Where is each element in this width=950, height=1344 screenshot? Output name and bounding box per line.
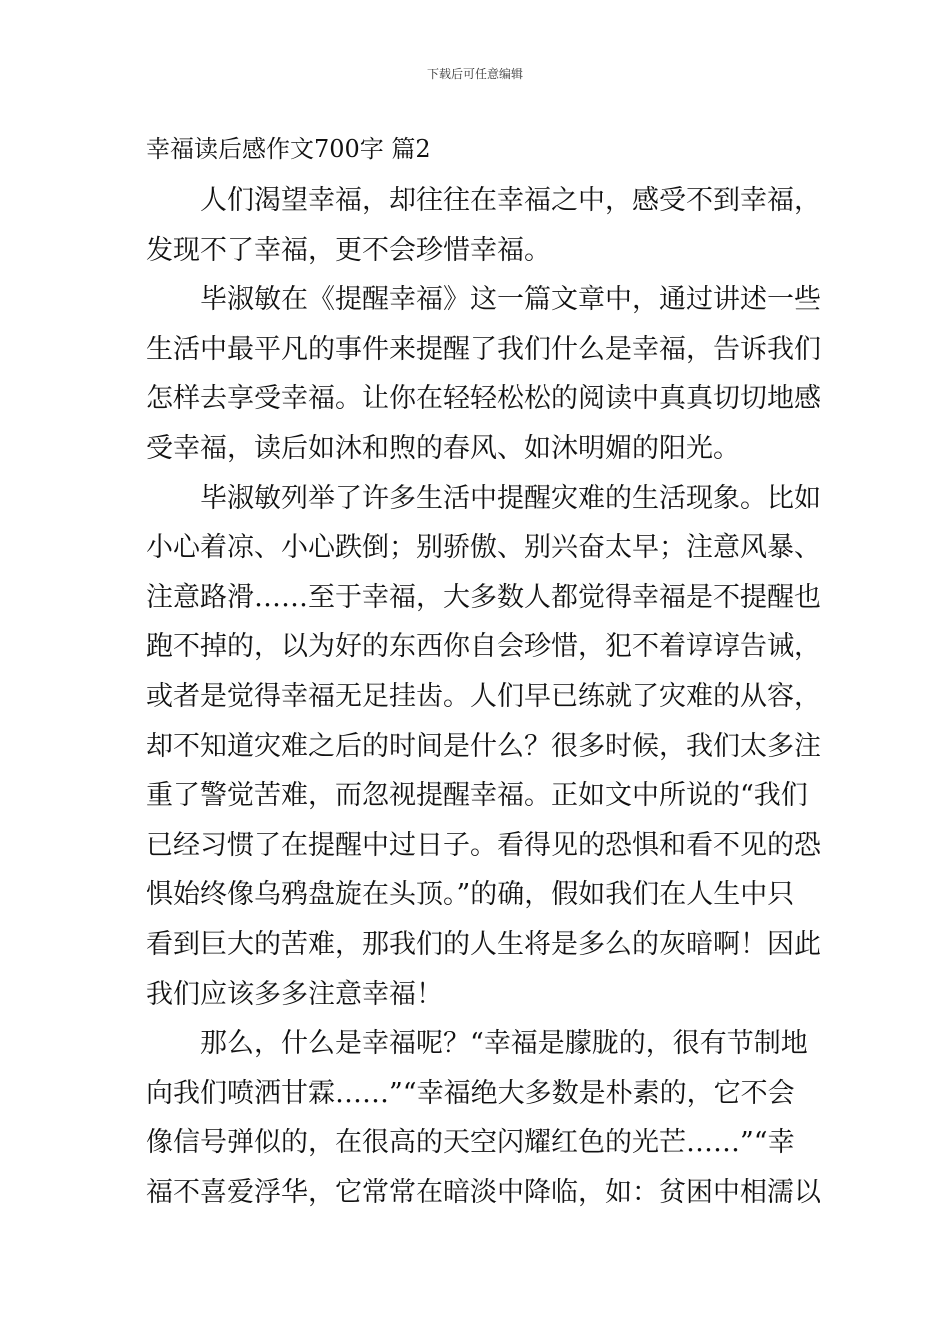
text-line: 或者是觉得幸福无足挂齿。人们早已练就了灾难的从容， (146, 680, 821, 712)
text-line: 受幸福，读后如沐和煦的春风、如沐明媚的阳光。 (146, 432, 740, 464)
text-line: 怎样去享受幸福。让你在轻轻松松的阅读中真真切切地感 (146, 383, 821, 415)
essay-body (146, 176, 821, 1217)
text-line: 惧始终像乌鸦盘旋在头顶。”的确，假如我们在人生中只 (146, 879, 795, 911)
text-line: 福不喜爱浮华，它常常在暗淡中降临，如：贫困中相濡以 (146, 1176, 821, 1208)
text-line: 人们渴望幸福，却往往在幸福之中，感受不到幸福， (200, 185, 821, 216)
text-line: 已经习惯了在提醒中过日子。看得见的恐惧和看不见的恐 (146, 829, 821, 861)
text-line: 毕淑敏在《提醒幸福》这一篇文章中，通过讲述一些 (200, 284, 821, 316)
text-line: 毕淑敏列举了许多生活中提醒灾难的生活现象。比如 (200, 482, 821, 514)
essay-title: 幸福读后感作文700字 篇2 (146, 135, 431, 163)
paragraph-1 (146, 176, 821, 275)
paragraph-3 (146, 474, 821, 1020)
text-line: 小心着凉、小心跌倒；别骄傲、别兴奋太早；注意风暴、 (146, 532, 821, 564)
text-line: 像信号弹似的，在很高的天空闪耀红色的光芒……”“幸 (146, 1127, 795, 1159)
text-line: 跑不掉的，以为好的东西你自会珍惜，犯不着谆谆告诫， (146, 631, 821, 663)
text-line: 注意路滑……至于幸福，大多数人都觉得幸福是不提醒也 (146, 581, 821, 613)
text-line: 却不知道灾难之后的时间是什么？很多时候，我们太多注 (146, 730, 821, 762)
text-line: 发现不了幸福，更不会珍惜幸福。 (146, 234, 551, 266)
text-line: 看到巨大的苦难，那我们的人生将是多么的灰暗啊！因此 (146, 928, 821, 960)
text-line: 重了警觉苦难，而忽视提醒幸福。正如文中所说的“我们 (146, 780, 808, 812)
text-line: 那么，什么是幸福呢？“幸福是朦胧的，很有节制地 (200, 1028, 808, 1060)
paragraph-4 (146, 1019, 821, 1217)
text-line: 向我们喷洒甘霖……”“幸福绝大多数是朴素的，它不会 (146, 1077, 795, 1109)
header-note: 下载后可任意编辑 (426, 67, 523, 81)
paragraph-2 (146, 275, 821, 473)
text-line: 生活中最平凡的事件来提醒了我们什么是幸福，告诉我们 (146, 333, 821, 365)
text-line: 我们应该多多注意幸福！ (146, 978, 443, 1010)
